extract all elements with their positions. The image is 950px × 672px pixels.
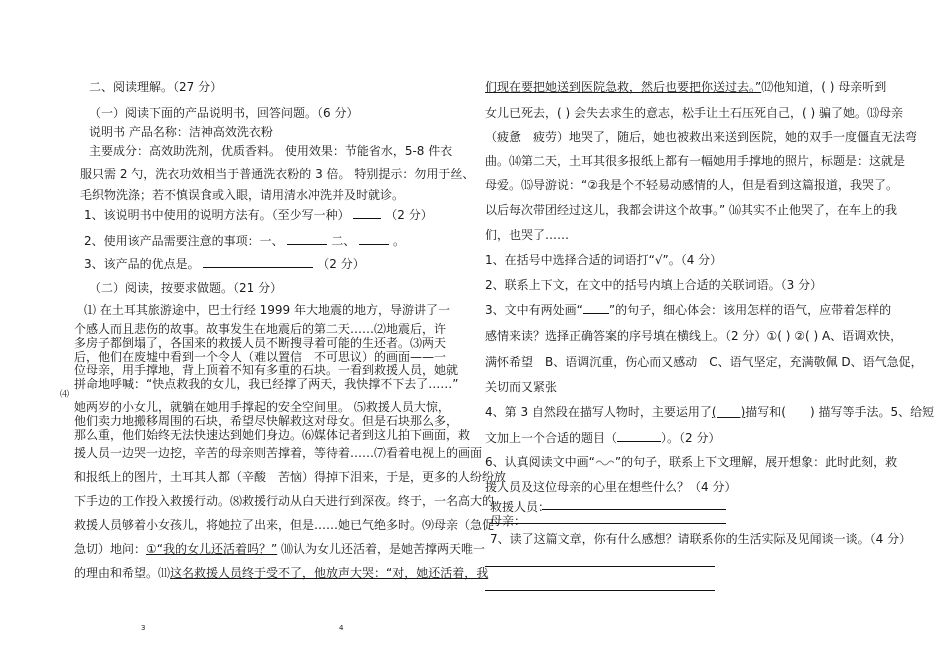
story-line: 和报纸上的图片，土耳其人都（辛酸 苦恼）得掉下泪来，于是，更多的人纷纷放 (74, 470, 507, 484)
story-line: 那么重，他们始终无法快速达到她们身边。⑹媒体记者到这儿拍下画面，救 (74, 428, 471, 442)
underlined-sentence: 这名救援人员终于受不了，他放声大哭：“对，她还活着，我 (170, 566, 489, 580)
question-r4 (485, 405, 934, 419)
answer-blank[interactable] (353, 207, 381, 219)
story-line (74, 566, 488, 580)
question-r2: 2、联系上下文，在文中的括号内填上合适的关联词语。（3 分） (485, 278, 823, 292)
question-r3-line: 感情来读？选择正确答案的序号填在横线上。（2 分）①( ) ②( ) A、语调欢快， (485, 329, 903, 343)
story-line: 位母亲，用手撑地，背上顶着不知有多重的石块。一看到救援人员，她就 (74, 363, 459, 377)
question-text: ”的句子，细心体会：该用怎样的语气，应带着怎样的 (608, 303, 892, 317)
wavy-underline-sample (595, 455, 615, 469)
story-text: 急切）地问： (74, 542, 147, 556)
essay-answer-line[interactable] (485, 566, 715, 567)
question-text: 4、第 3 自然段在描写人物时，主要运用了 (485, 405, 712, 419)
question-r1: 1、在括号中选择合适的词语打“√”。（4 分） (485, 253, 723, 267)
story-line: 下手边的工作投入救援行动。⑻救援行动从白天进行到深夜。终于，一名高大的 (74, 494, 495, 508)
question-r6 (485, 455, 897, 469)
story-line: 救援人员够着小女孩儿，将她拉了出来，但是……她已气绝多时。⑼母亲（急促 (74, 518, 495, 532)
page-number: 3 (141, 624, 146, 632)
story-text: ⑽认为女儿还活着，是她苦撑两天唯一 (277, 542, 486, 556)
story-text: ⑿他知道，( ) 母亲听到 (761, 80, 887, 94)
rescuer-answer-line[interactable] (542, 509, 726, 510)
question-3-score: （2 分） (317, 257, 365, 271)
story-line (74, 542, 485, 556)
story-line: 拼命地呼喊：“快点救我的女儿，我已经撑了两天，我快撑不下去了……” (74, 377, 459, 391)
underlined-sentence: 们现在要把她送到医院急救，然后也要把你送过去。” (485, 80, 762, 94)
story-line: 以后每次带团经过这儿，我都会讲这个故事。” ⒃其实不止他哭了，在车上的我 (485, 203, 898, 217)
answer-blank[interactable] (359, 233, 389, 245)
question-r5 (485, 430, 720, 445)
question-r3-line: 满怀希望 B、语调沉重，伤心而又感动 C、语气坚定，充满敬佩 D、语气急促， (485, 355, 923, 369)
story-line: 曲。⒁第二天，土耳其很多报纸上都有一幅她用手撑地的照片，标题是：这就是 (485, 154, 906, 168)
question-text: 3、文中有两处画“ (485, 303, 583, 317)
product-line: 主要成分：高效助洗剂，优质香料。 使用效果：节能省水，5-8 件衣 (89, 144, 453, 158)
story-line: 他们卖力地搬移周围的石块，希望尽快解救这对母女。但是石块那么多， (74, 414, 459, 428)
underlined-quote: ①“我的女儿还活着吗？” (146, 542, 278, 556)
question-2-text: 2、使用该产品需要注意的事项：一、 (84, 234, 284, 248)
rescuer-label: 救援人员： (490, 500, 551, 514)
part1-heading: （一）阅读下面的产品说明书，回答问题。（6 分） (89, 106, 359, 120)
story-line: 后，他们在废墟中看到一个令人（难以置信 不可思议）的画面——一 (74, 350, 447, 364)
question-text: 文加上一个合适的题目（ (485, 431, 618, 445)
question-text: 6、认真阅读文中画“ (485, 455, 595, 469)
mother-label: 母亲： (490, 514, 527, 528)
underline-sample (583, 304, 609, 314)
question-1 (84, 207, 433, 222)
story-line: （疲惫 疲劳）地哭了，随后，她也被救出来送到医院，她的双手一度僵直无法弯 (485, 130, 918, 144)
story-line: 她两岁的小女儿，就躺在她用手撑起的安全空间里。 ⑸救援人员大惊， (74, 400, 450, 414)
answer-blank[interactable] (287, 233, 327, 245)
part2-heading: （二）阅读，按要求做题。（21 分） (89, 281, 283, 295)
story-line: 援人员一边哭一边挖，辛苦的母亲则苦撑着，等待着……⑺看着电视上的画面 (74, 446, 483, 460)
question-3-text: 3、该产品的优点是。 (84, 257, 200, 271)
essay-answer-line[interactable] (485, 590, 715, 591)
wavy-line-icon (595, 456, 615, 466)
story-line (485, 80, 886, 94)
question-text: ）。（2 分） (661, 431, 721, 445)
answer-blank[interactable] (617, 430, 661, 442)
question-1-score: （2 分） (385, 208, 433, 222)
product-line: 服只需 2 勺，洗衣功效相当于普通洗衣粉的 3 倍。 特别提示：勿用于丝、 (80, 167, 475, 181)
paragraph-marker: ⑷ (60, 390, 70, 400)
question-r7: 7、读了这篇文章，你有什么感想？请联系你的生活实际及见闻谈一谈。（4 分） (490, 532, 912, 546)
story-line: 们，也哭了…… (485, 228, 570, 242)
question-2 (84, 233, 405, 248)
question-text: ”的句子，联系上下文理解，展开想象：此时此刻，救 (614, 455, 898, 469)
product-title: 说明书 产品名称：洁神高效洗衣粉 (89, 125, 273, 139)
mother-answer-line[interactable] (490, 523, 726, 524)
story-line: 女儿已死去，( ) 会失去求生的意志，松手让土石压死自己，( ) 骗了她。⒀母亲 (485, 106, 903, 120)
question-text: 描写和( ) 描写等手法。5、给短 (745, 405, 935, 419)
section-title: 二、阅读理解。（27 分） (89, 80, 223, 94)
question-2-end: 。 (392, 234, 405, 248)
story-line: 个感人而且悲伤的故事。故事发生在地震后的第二天……⑵地震后，许 (74, 322, 447, 336)
question-r6-line: 援人员及这位母亲的心里在想些什么？（4 分） (485, 480, 737, 494)
story-line: 多房子都倒塌了，各国来的救援人员不断搜寻着可能的生还者。⑶两天 (74, 336, 447, 350)
answer-blank[interactable] (203, 256, 313, 268)
question-2-mid: 二、 (331, 234, 356, 248)
story-line: ⑴ 在土耳其旅游途中，巴士行经 1999 年大地震的地方，导游讲了一 (84, 303, 450, 317)
question-r3 (485, 303, 891, 317)
story-line: 母爱。⒂导游说：“②我是个不轻易动感情的人，但是看到这篇报道，我哭了。 (485, 178, 898, 192)
page-number: 4 (339, 624, 344, 632)
question-3 (84, 256, 365, 271)
product-line: 毛织物洗涤；若不慎误食或入眼，请用清水冲洗并及时就诊。 (80, 188, 405, 202)
question-1-text: 1、该说明书中使用的说明方法有。（至少写一种） (84, 208, 350, 222)
story-text: 的理由和希望。⑾ (74, 566, 171, 580)
answer-blank[interactable]: ( ) (711, 405, 746, 419)
question-r3-line: 关切而又紧张 (485, 380, 558, 394)
